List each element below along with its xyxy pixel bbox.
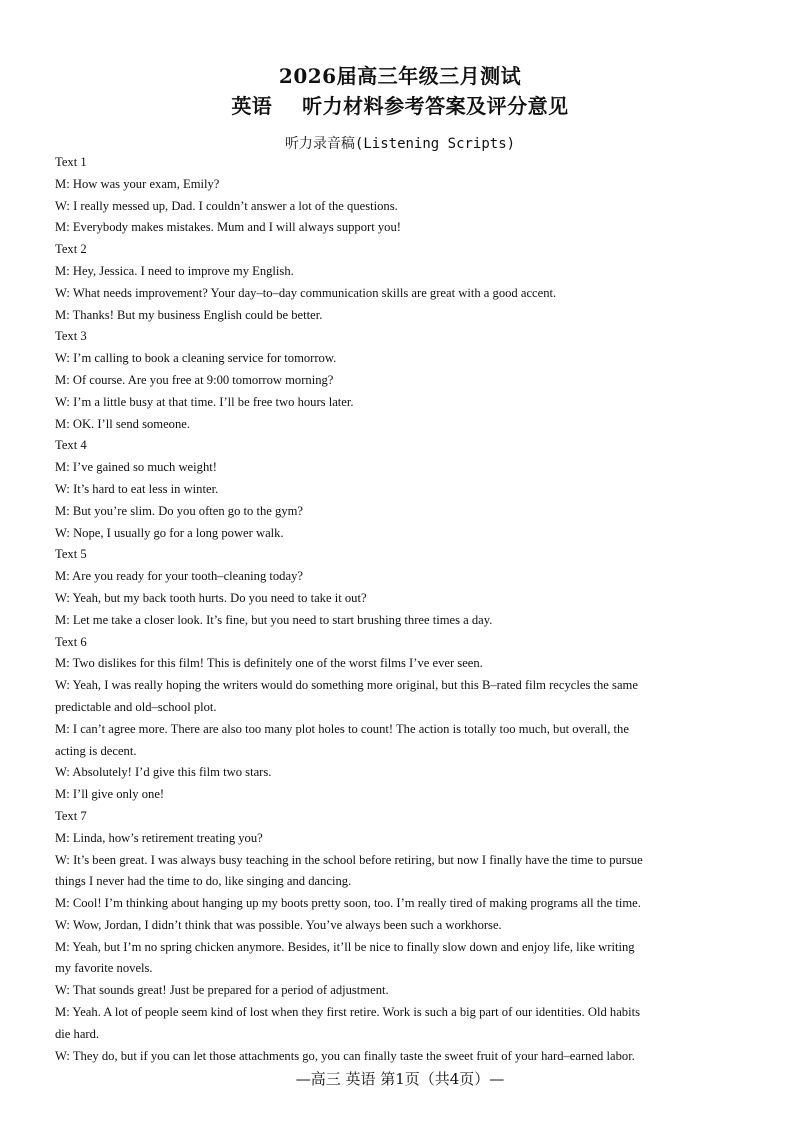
text-heading: Text 1 [55,155,87,169]
text-heading: Text 7 [55,808,87,823]
script-line: W: I’m calling to book a cleaning service for tomorrow. [55,351,337,366]
script-line: M: Thanks! But my business English could be better. [55,307,323,322]
script-line: M: But you’re slim. Do you often go to the gym? [55,503,304,518]
script-line: M: Everybody makes mistakes. Mum and I will always support you! [55,220,401,235]
script-line: M: How was your exam, Emily? [55,176,220,191]
script-line: W: It’s hard to eat less in winter. [55,481,219,496]
script-line: things I never had the time to do, like singing and dancing. [55,874,352,889]
script-line: W: They do, but if you can let those attachments go, you can finally taste the sweet fruit of your hard–earned labor. [55,1048,635,1063]
script-line: W: Yeah, but my back tooth hurts. Do you need to take it out? [55,590,367,605]
script-line: M: OK. I’ll send someone. [55,416,191,431]
script-line: W: That sounds great! Just be prepared for a period of adjustment. [55,983,389,998]
script-line: M: Let me take a closer look. It’s fine, but you need to start brushing three times a day. [55,612,493,627]
text-heading: Text 6 [55,634,87,649]
script-line: M: Of course. Are you free at 9:00 tomorrow morning? [55,372,334,387]
script-line: die hard. [55,1026,100,1041]
text-heading: Text 4 [55,438,87,453]
text-heading: Text 2 [55,242,87,257]
script-line: W: It’s been great. I was always busy teaching in the school before retiring, but now I finally have the time to pursue [55,852,643,867]
script-line: acting is decent. [55,743,137,758]
text-heading: Text 3 [55,329,87,344]
script-line: W: I really messed up, Dad. I couldn’t answer a lot of the questions. [55,198,398,213]
script-line: M: Yeah. A lot of people seem kind of lost when they first retire. Work is such a big part of our identities. Old habits [55,1005,640,1020]
script-line: M: Hey, Jessica. I need to improve my English. [55,263,294,278]
script-line: M: Yeah, but I’m no spring chicken anymore. Besides, it’ll be nice to finally slow down and enjoy life, like writing [55,939,635,954]
script-line: W: I’m a little busy at that time. I’ll be free two hours later. [55,394,354,409]
listening-scripts [55,152,720,1067]
script-line: M: I can’t agree more. There are also too many plot holes to count! The action is totally too much, but overall, the [55,721,629,736]
page-footer: —高三 英语 第1页（共4页）— [295,1070,505,1088]
script-line: W: Nope, I usually go for a long power walk. [55,525,284,540]
script-line: W: Wow, Jordan, I didn’t think that was possible. You’ve always been such a workhorse. [55,917,502,932]
script-line: M: Are you ready for your tooth–cleaning today? [55,569,303,584]
section-title: 听力录音稿(Listening Scripts) [284,136,516,152]
script-line: M: I’ve gained so much weight! [55,460,217,475]
script-line: W: What needs improvement? Your day–to–day communication skills are great with a good accent. [55,285,557,300]
script-line: M: Linda, how’s retirement treating you? [55,830,263,845]
page-title: 2026届高三年级三月测试 [278,64,522,88]
script-line: W: Yeah, I was really hoping the writers would do something more original, but this B–rated film recycles the same [55,678,638,693]
script-line: predictable and old–school plot. [55,699,217,714]
text-heading: Text 5 [55,547,87,562]
script-line: M: Two dislikes for this film! This is definitely one of the worst films I’ve ever seen. [55,656,483,671]
script-line: M: Cool! I’m thinking about hanging up my boots pretty soon, too. I’m really tired of making programs all the time. [55,896,641,911]
script-line: my favorite novels. [55,961,153,976]
script-line: W: Absolutely! I’d give this film two stars. [55,765,272,780]
script-line: M: I’ll give only one! [55,787,165,802]
page-subtitle: 英语 听力材料参考答案及评分意见 [231,94,569,118]
